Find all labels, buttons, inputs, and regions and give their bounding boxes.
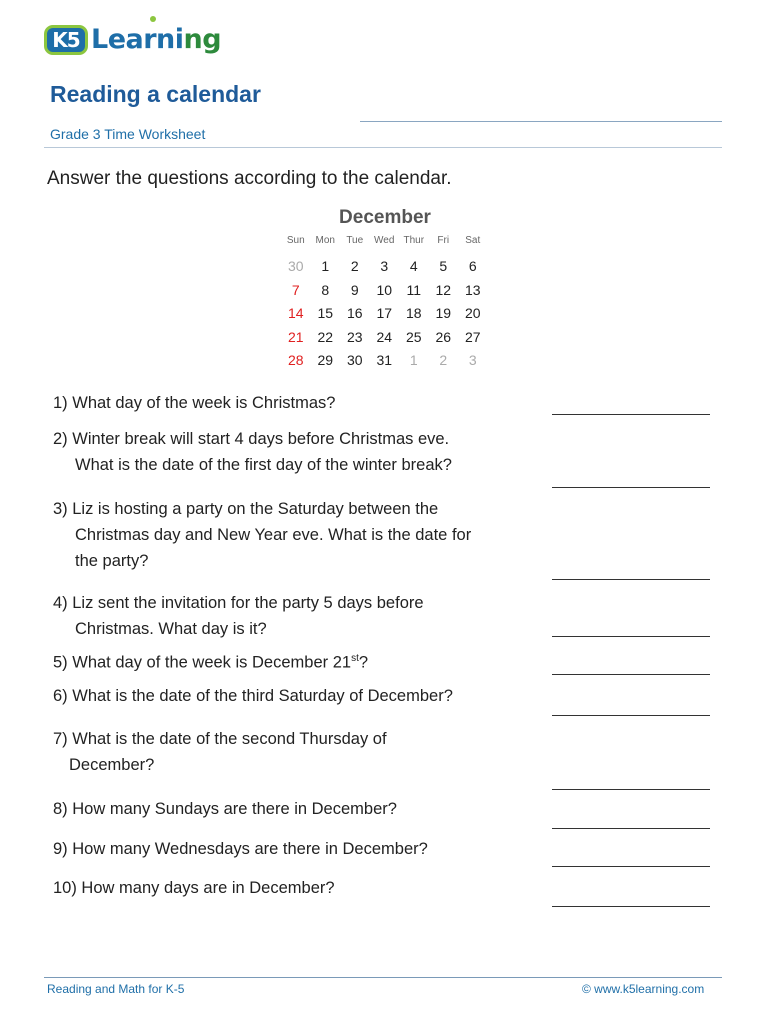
question-text: 4) Liz sent the invitation for the party 5 days before bbox=[53, 594, 424, 612]
calendar-day: 27 bbox=[464, 328, 481, 345]
answer-line-10[interactable] bbox=[552, 906, 710, 907]
answer-line-2[interactable] bbox=[552, 487, 710, 488]
calendar-weekday: Sun bbox=[286, 235, 305, 246]
calendar-day: 18 bbox=[405, 305, 422, 321]
calendar-day: 23 bbox=[346, 328, 363, 345]
calendar-day: 3 bbox=[468, 352, 477, 368]
answer-line-3[interactable] bbox=[552, 579, 710, 580]
answer-line-9[interactable] bbox=[552, 866, 710, 867]
logo-wordmark bbox=[91, 24, 221, 55]
question-2 bbox=[53, 426, 452, 478]
question-text: 2) Winter break will start 4 days before Christmas eve. bbox=[53, 430, 450, 448]
calendar-day: 2 bbox=[439, 352, 448, 368]
calendar-day: 1 bbox=[409, 352, 418, 368]
calendar-weekday: Tue bbox=[346, 235, 364, 246]
question-text: Christmas day and New Year eve. What is the date for bbox=[75, 526, 472, 544]
calendar-day: 19 bbox=[435, 305, 452, 321]
question-10 bbox=[53, 875, 335, 901]
calendar-day: 6 bbox=[468, 258, 477, 274]
calendar-day: 31 bbox=[376, 352, 393, 368]
answer-line-1[interactable] bbox=[552, 414, 710, 415]
page-title: Reading a calendar bbox=[50, 81, 261, 107]
subtitle-divider bbox=[44, 147, 722, 148]
instruction-text: Answer the questions according to the calendar. bbox=[47, 168, 452, 189]
k5-badge: K5 bbox=[44, 25, 88, 55]
calendar-day: 17 bbox=[376, 305, 393, 321]
calendar-day: 26 bbox=[435, 328, 452, 345]
calendar-day: 3 bbox=[380, 258, 389, 274]
calendar-weekday: Thur bbox=[403, 235, 425, 246]
question-7 bbox=[53, 726, 387, 778]
footer-website: © www.k5learning.com bbox=[582, 982, 705, 996]
star-icon bbox=[148, 14, 158, 24]
calendar-day: 15 bbox=[317, 305, 334, 321]
question-text: Christmas. What day is it? bbox=[75, 620, 267, 638]
calendar-weekday: Sat bbox=[465, 235, 481, 246]
calendar-day: 30 bbox=[287, 258, 304, 274]
question-text: 7) What is the date of the second Thursday of bbox=[53, 730, 387, 748]
calendar-day: 8 bbox=[321, 281, 330, 298]
question-text: What is the date of the first day of the winter break? bbox=[75, 456, 452, 474]
calendar-weekday: Fri bbox=[437, 235, 450, 246]
question-text: December? bbox=[69, 756, 155, 774]
k5-learning-logo bbox=[44, 24, 221, 55]
question-4 bbox=[53, 590, 424, 642]
calendar-weekday: Mon bbox=[315, 235, 335, 246]
calendar-day: 2 bbox=[350, 258, 359, 274]
footer-tagline: Reading and Math for K-5 bbox=[47, 982, 185, 996]
question-text: 9) How many Wednesdays are there in December? bbox=[53, 840, 428, 858]
calendar-day: 24 bbox=[376, 328, 393, 345]
answer-line-6[interactable] bbox=[552, 715, 710, 716]
calendar-day: 1 bbox=[321, 258, 330, 274]
question-text: 8) How many Sundays are there in December? bbox=[53, 800, 397, 818]
calendar-day: 29 bbox=[317, 352, 334, 368]
question-6 bbox=[53, 683, 453, 709]
question-text: 1) What day of the week is Christmas? bbox=[53, 394, 336, 412]
page-subtitle: Grade 3 Time Worksheet bbox=[50, 126, 206, 142]
calendar-day: 12 bbox=[435, 281, 452, 298]
answer-line-7[interactable] bbox=[552, 789, 710, 790]
calendar-day: 22 bbox=[317, 328, 334, 345]
calendar-day: 9 bbox=[350, 281, 359, 298]
answer-line-8[interactable] bbox=[552, 828, 710, 829]
question-1 bbox=[53, 390, 335, 416]
question-9 bbox=[53, 836, 428, 862]
calendar-day: 21 bbox=[287, 328, 304, 345]
ordinal-suffix: st bbox=[351, 653, 359, 664]
answer-line-4[interactable] bbox=[552, 636, 710, 637]
header-divider bbox=[360, 121, 722, 122]
logo-wordmark-part-1: Learni bbox=[91, 24, 184, 55]
question-5 bbox=[53, 646, 368, 676]
logo-wordmark-part-2: ng bbox=[183, 24, 222, 55]
calendar-weekday: Wed bbox=[374, 235, 395, 246]
question-text: 5) What day of the week is December 21 bbox=[53, 653, 352, 672]
question-text: 6) What is the date of the third Saturday of December? bbox=[53, 687, 453, 705]
calendar-day: 13 bbox=[464, 281, 481, 298]
question-punctuation: ? bbox=[358, 653, 369, 672]
question-text: 3) Liz is hosting a party on the Saturday between the bbox=[53, 500, 439, 518]
calendar-day: 4 bbox=[409, 258, 418, 274]
calendar-day: 30 bbox=[346, 352, 363, 368]
calendar-day: 11 bbox=[406, 281, 422, 298]
question-8 bbox=[53, 796, 397, 822]
question-text: 10) How many days are in December? bbox=[53, 879, 335, 897]
calendar-grid bbox=[281, 234, 487, 373]
calendar bbox=[281, 207, 487, 373]
answer-line-5[interactable] bbox=[552, 674, 710, 675]
calendar-month: December bbox=[339, 207, 431, 228]
calendar-day: 16 bbox=[346, 305, 363, 321]
question-text: the party? bbox=[75, 552, 149, 570]
calendar-day: 10 bbox=[376, 281, 393, 298]
calendar-day: 25 bbox=[405, 328, 422, 345]
calendar-day: 7 bbox=[291, 281, 300, 298]
footer-divider bbox=[44, 977, 722, 978]
question-3 bbox=[53, 496, 471, 574]
calendar-day: 28 bbox=[287, 352, 304, 368]
calendar-day: 20 bbox=[464, 305, 481, 321]
calendar-day: 14 bbox=[287, 305, 304, 321]
calendar-day: 5 bbox=[439, 258, 448, 274]
